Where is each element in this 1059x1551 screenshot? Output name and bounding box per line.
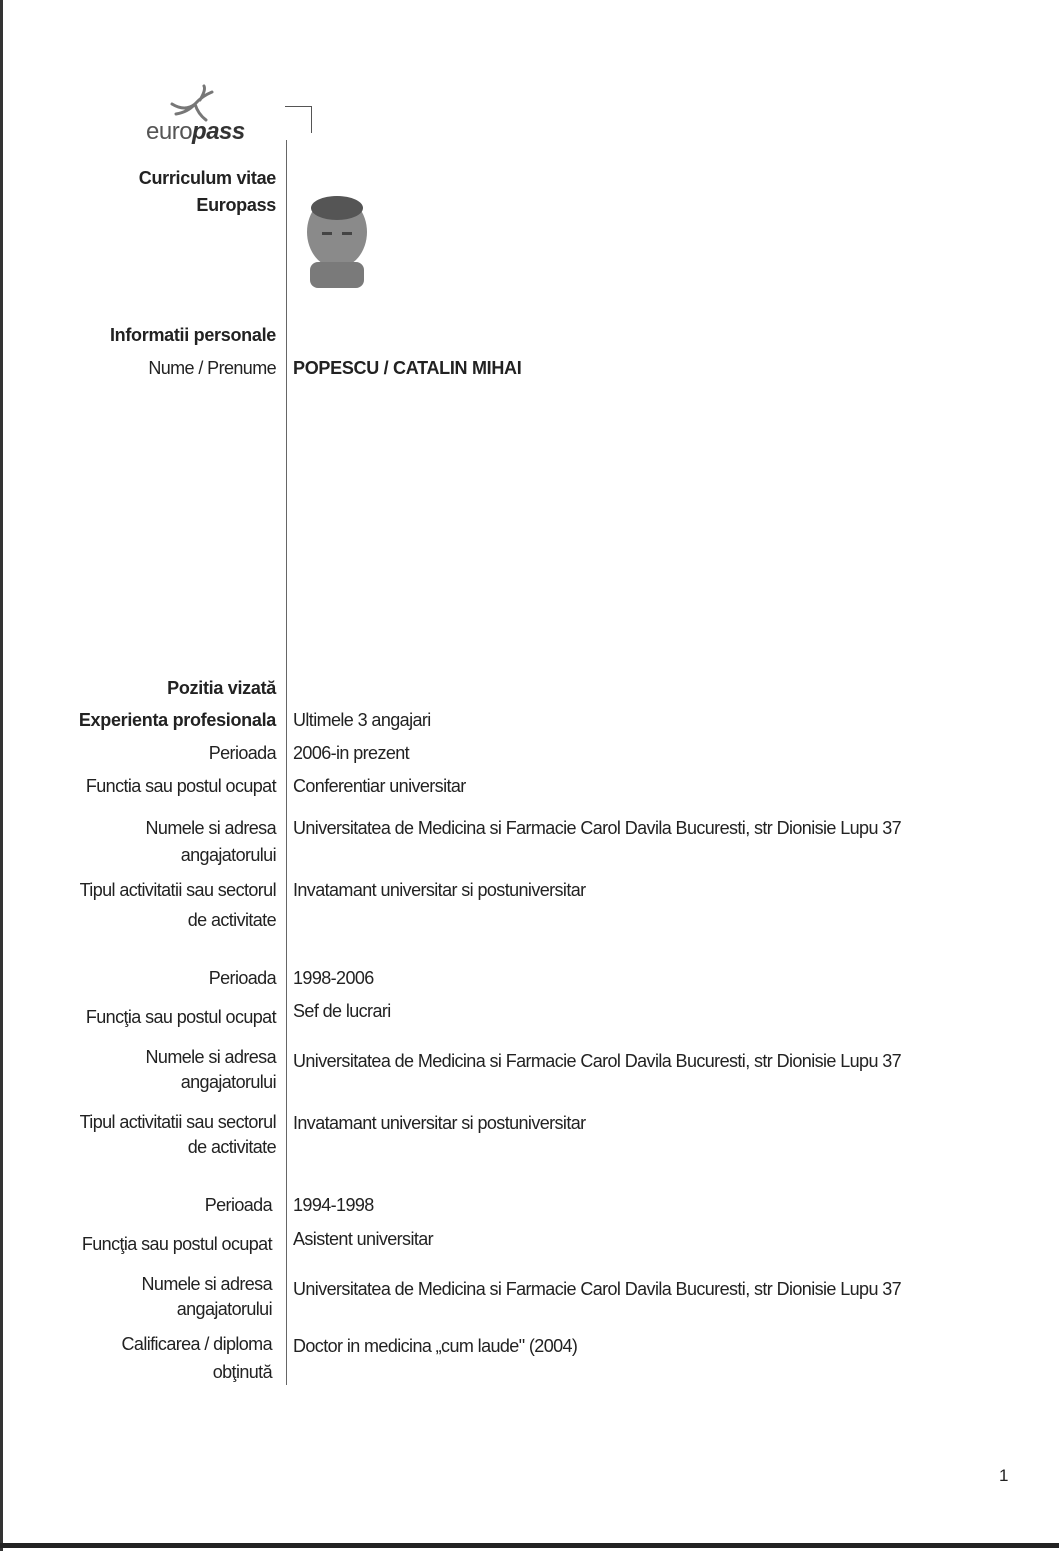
name-label: Nume / Prenume — [148, 358, 276, 378]
target-position-label: Pozitia vizată — [167, 678, 276, 698]
period-value: 1994-1998 — [293, 1195, 374, 1215]
sector-label: Tipul activitatii sau sectorul — [79, 1112, 276, 1132]
cv-subtitle: Europass — [196, 195, 276, 215]
sector-label-cont: de activitate — [187, 910, 276, 930]
qualification-label: Calificarea / diploma — [121, 1334, 272, 1354]
employer-label: Numele si adresa — [141, 1274, 272, 1294]
logo-prefix: euro — [146, 118, 193, 145]
name-value: POPESCU / CATALIN MIHAI — [293, 358, 522, 378]
function-value: Asistent universitar — [293, 1229, 434, 1249]
column-divider — [286, 140, 287, 1385]
employer-value: Universitatea de Medicina si Farmacie Carol Davila Bucuresti, str Dionisie Lupu 37 — [293, 1051, 902, 1071]
sector-label: Tipul activitatii sau sectorul — [79, 880, 276, 900]
employer-value: Universitatea de Medicina si Farmacie Carol Davila Bucuresti, str Dionisie Lupu 37 — [293, 818, 902, 838]
employer-label: Numele si adresa — [145, 1047, 276, 1067]
qualification-label-cont: obţinută — [212, 1362, 272, 1382]
cv-title: Curriculum vitae — [138, 168, 276, 188]
function-label: Funcţia sau postul ocupat — [81, 1234, 272, 1254]
employer-label-cont: angajatorului — [180, 845, 276, 865]
logo-suffix: pass — [192, 118, 245, 145]
function-label: Functia sau postul ocupat — [85, 776, 276, 796]
corner-mark — [285, 106, 312, 133]
employer-label-cont: angajatorului — [176, 1299, 272, 1319]
sector-value: Invatamant universitar si postuniversitar — [293, 1113, 586, 1133]
section-personal-info: Informatii personale — [109, 325, 276, 345]
period-value: 2006-in prezent — [293, 743, 410, 763]
employer-value: Universitatea de Medicina si Farmacie Carol Davila Bucuresti, str Dionisie Lupu 37 — [293, 1279, 902, 1299]
employer-label: Numele si adresa — [145, 818, 276, 838]
function-label: Funcţia sau postul ocupat — [85, 1007, 276, 1027]
function-value: Conferentiar universitar — [293, 776, 466, 796]
europass-logo — [146, 118, 245, 146]
period-label: Perioada — [204, 1195, 272, 1215]
sector-label-cont: de activitate — [187, 1137, 276, 1157]
employer-label-cont: angajatorului — [180, 1072, 276, 1092]
period-value: 1998-2006 — [293, 968, 374, 988]
period-label: Perioada — [208, 968, 276, 988]
page-number: 1 — [999, 1466, 1009, 1485]
scan-edge-bottom — [0, 1543, 1059, 1548]
period-label: Perioada — [208, 743, 276, 763]
section-experience: Experienta profesionala — [78, 710, 276, 730]
sector-value: Invatamant universitar si postuniversitar — [293, 880, 586, 900]
function-value: Sef de lucrari — [293, 1001, 391, 1021]
qualification-value: Doctor in medicina „cum laude" (2004) — [293, 1336, 578, 1356]
experience-summary: Ultimele 3 angajari — [293, 710, 431, 730]
profile-photo — [304, 192, 370, 288]
scan-edge-left — [0, 0, 3, 1551]
